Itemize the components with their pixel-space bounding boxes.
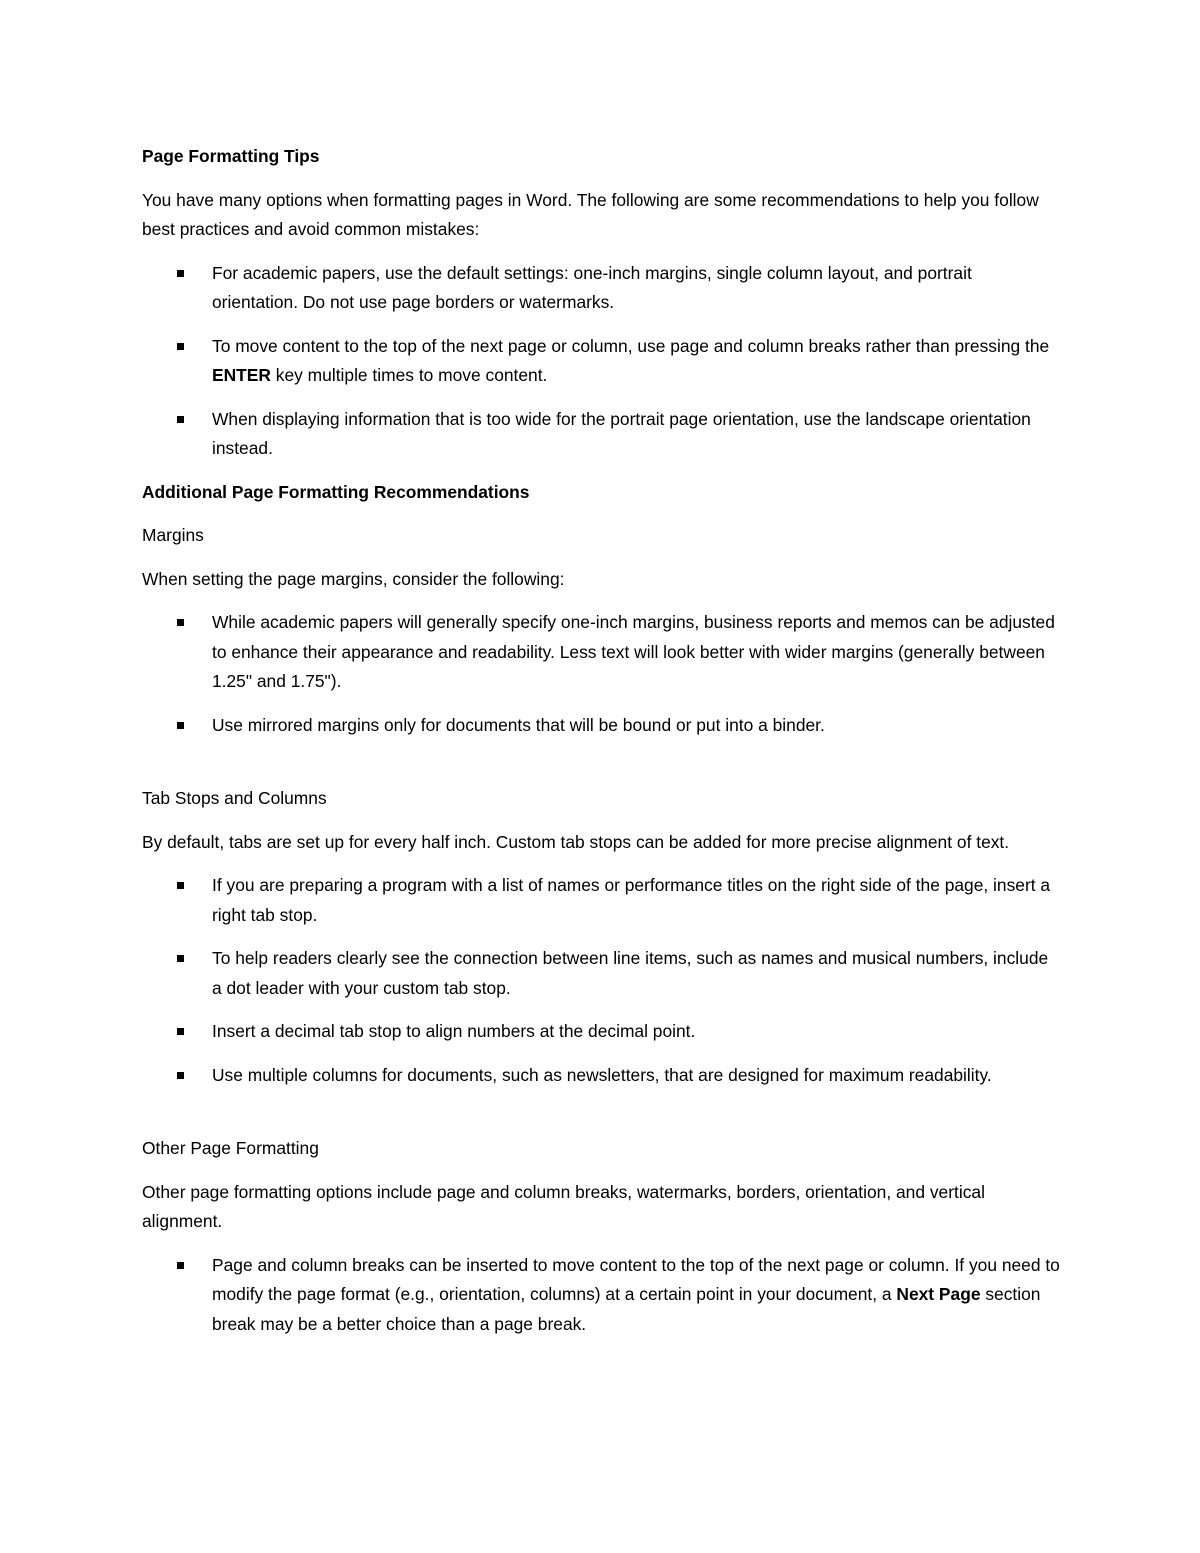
list-item [142, 1061, 1062, 1091]
list-item [142, 1017, 1062, 1047]
square-bullet-icon [177, 722, 184, 729]
list-item [142, 871, 1062, 930]
bold-keyword: ENTER [212, 365, 271, 385]
square-bullet-icon [177, 1028, 184, 1035]
list-item-text: While academic papers will generally specify one-inch margins, business reports and memos can be adjusted to enhance their appearance and readability. Less text will look better with wider margins (generally between 1.25" and 1.75"). [212, 612, 1055, 691]
text-run: section break may be a better choice than a page break. [212, 1284, 1041, 1334]
square-bullet-icon [177, 955, 184, 962]
other-list [142, 1251, 1062, 1340]
list-item [142, 711, 1062, 741]
square-bullet-icon [177, 343, 184, 350]
list-item-text: To help readers clearly see the connection between line items, such as names and musical numbers, include a dot leader with your custom tab stop. [212, 948, 1049, 998]
list-item [142, 1251, 1062, 1340]
square-bullet-icon [177, 882, 184, 889]
page-title: Page Formatting Tips [142, 146, 320, 166]
square-bullet-icon [177, 1072, 184, 1079]
list-item-text: If you are preparing a program with a list of names or performance titles on the right side of the page, insert a right tab stop. [212, 875, 1051, 925]
other-intro: Other page formatting options include page and column breaks, watermarks, borders, orientation, and vertical alignment. [142, 1181, 985, 1231]
margins-list [142, 608, 1062, 740]
section-heading-additional: Additional Page Formatting Recommendations [142, 481, 530, 502]
tabs-intro: By default, tabs are set up for every half inch. Custom tab stops can be added for more precise alignment of text. [142, 831, 1010, 852]
square-bullet-icon [177, 1262, 184, 1269]
margins-intro: When setting the page margins, consider the following: [142, 568, 565, 589]
list-item [142, 608, 1062, 697]
square-bullet-icon [177, 619, 184, 626]
list-item [142, 259, 1062, 318]
tabs-list [142, 871, 1062, 1090]
subheading-other: Other Page Formatting [142, 1138, 319, 1158]
list-item-text: Insert a decimal tab stop to align numbers at the decimal point. [212, 1021, 696, 1041]
intro-paragraph: You have many options when formatting pages in Word. The following are some recommendations to help you follow best practices and avoid common mistakes: [142, 189, 1039, 239]
list-item [142, 405, 1062, 464]
list-item-text: For academic papers, use the default settings: one-inch margins, single column layout, and portrait orientation. Do not use page borders or watermarks. [212, 262, 972, 312]
list-item-text: Use multiple columns for documents, such as newsletters, that are designed for maximum readability. [212, 1064, 992, 1085]
text-run: To move content to the top of the next page or column, use page and column breaks rather than pressing the [212, 335, 1050, 356]
document-page [142, 142, 1062, 1353]
list-item [142, 332, 1062, 391]
list-item-text: Use mirrored margins only for documents that will be bound or put into a binder. [212, 714, 825, 735]
text-run: key multiple times to move content. [270, 365, 548, 385]
square-bullet-icon [177, 270, 184, 277]
bold-keyword: Next Page [896, 1284, 981, 1304]
tips-list [142, 259, 1062, 464]
subheading-margins: Margins [142, 525, 204, 545]
text-run: Page and column breaks can be inserted to move content to the top of the next page or column. If you need to modify the page format (e.g., orientation, columns) at a certain point in your document, a [212, 1254, 1060, 1304]
list-item-text [212, 1255, 1060, 1334]
list-item-text: When displaying information that is too wide for the portrait page orientation, use the landscape orientation instead. [212, 408, 1031, 458]
square-bullet-icon [177, 416, 184, 423]
subheading-tab-stops: Tab Stops and Columns [142, 788, 327, 808]
list-item-text [212, 336, 1049, 386]
list-item [142, 944, 1062, 1003]
